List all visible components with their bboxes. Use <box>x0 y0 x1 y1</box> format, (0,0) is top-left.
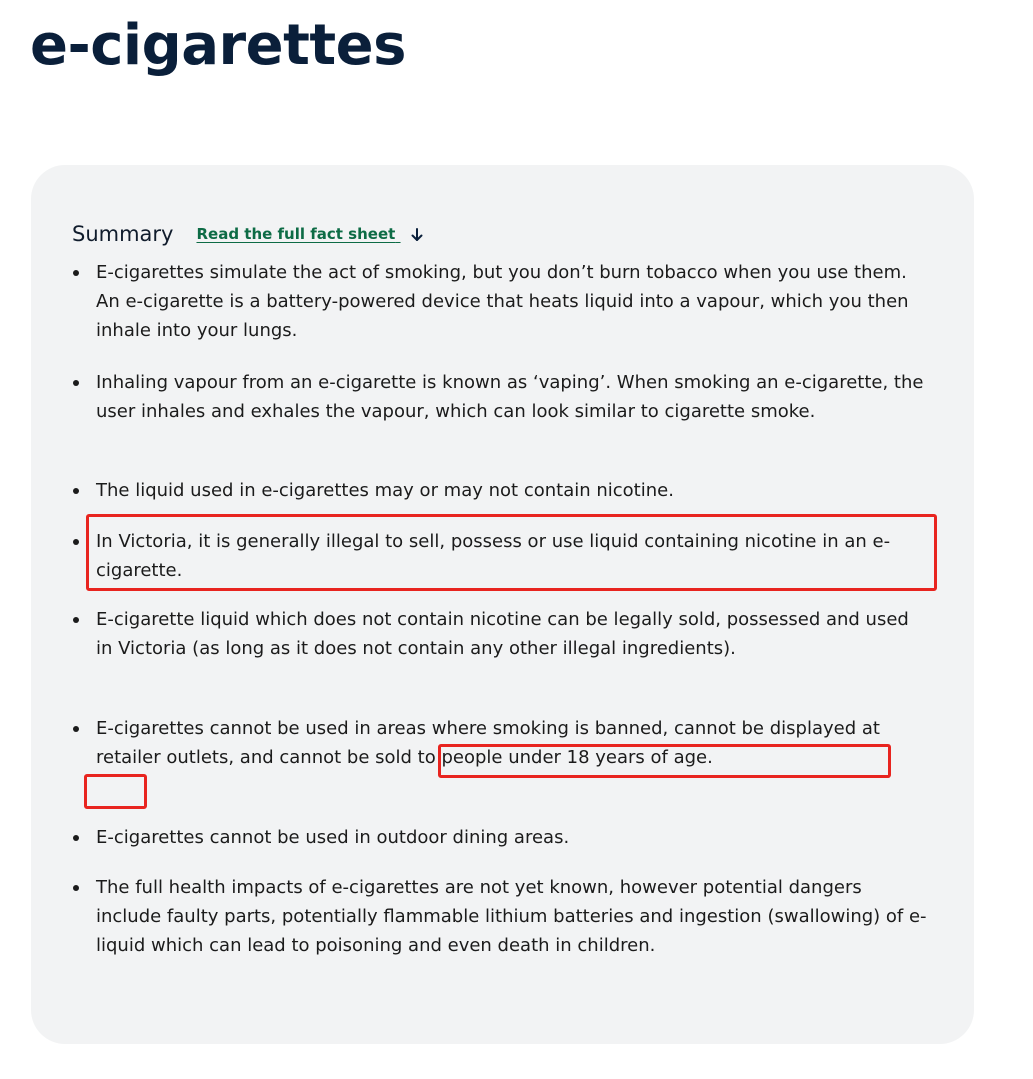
list-item-text: Inhaling vapour from an e-cigarette is known as ‘vaping’. When smoking an e-cigarette, the user inhales and exhales the vapour, which can look similar to cigarette smoke. <box>96 372 924 422</box>
list-item <box>73 823 933 852</box>
summary-header <box>72 219 424 249</box>
list-item-text: E-cigarettes simulate the act of smoking, but you don’t burn tobacco when you use them. An e-cigarette is a battery-powered device that heats liquid into a vapour, which you then inhale into your lungs. <box>96 262 909 341</box>
list-item-text: E-cigarette liquid which does not contain nicotine can be legally sold, possessed and used in Victoria (as long as it does not contain any other illegal ingredients). <box>96 609 909 659</box>
bullet-icon <box>73 726 79 732</box>
bullet-icon <box>73 488 79 494</box>
summary-label: Summary <box>72 222 174 246</box>
list-item <box>73 258 933 345</box>
list-item-text: E-cigarettes cannot be used in outdoor dining areas. <box>96 827 570 848</box>
list-item <box>73 476 933 505</box>
list-item <box>73 527 933 585</box>
list-item <box>73 873 933 960</box>
list-item <box>73 368 933 426</box>
page-title: e-cigarettes <box>30 13 406 78</box>
list-item-text: The full health impacts of e-cigarettes are not yet known, however potential dangers include faulty parts, potentially flammable lithium batteries and ingestion (swallowing) of e-liquid which can lead to poisoning and even death in children. <box>96 877 927 956</box>
list-item <box>73 605 933 663</box>
read-full-fact-sheet-link[interactable] <box>196 225 423 243</box>
list-item-text: E-cigarettes cannot be used in areas where smoking is banned, cannot be displayed at retailer outlets, and cannot be sold to people under 18 years of age. <box>96 718 880 768</box>
bullet-icon <box>73 617 79 623</box>
list-item-text: In Victoria, it is generally illegal to sell, possess or use liquid containing nicotine in an e-cigarette. <box>96 531 891 581</box>
bullet-icon <box>73 380 79 386</box>
fact-sheet-link-text: Read the full fact sheet <box>196 225 396 243</box>
bullet-icon <box>73 885 79 891</box>
list-item <box>73 714 933 772</box>
list-item-text: The liquid used in e-cigarettes may or may not contain nicotine. <box>96 480 674 501</box>
bullet-icon <box>73 539 79 545</box>
bullet-icon <box>73 835 79 841</box>
arrow-down-icon <box>410 227 424 243</box>
summary-card <box>31 165 974 1044</box>
bullet-icon <box>73 270 79 276</box>
